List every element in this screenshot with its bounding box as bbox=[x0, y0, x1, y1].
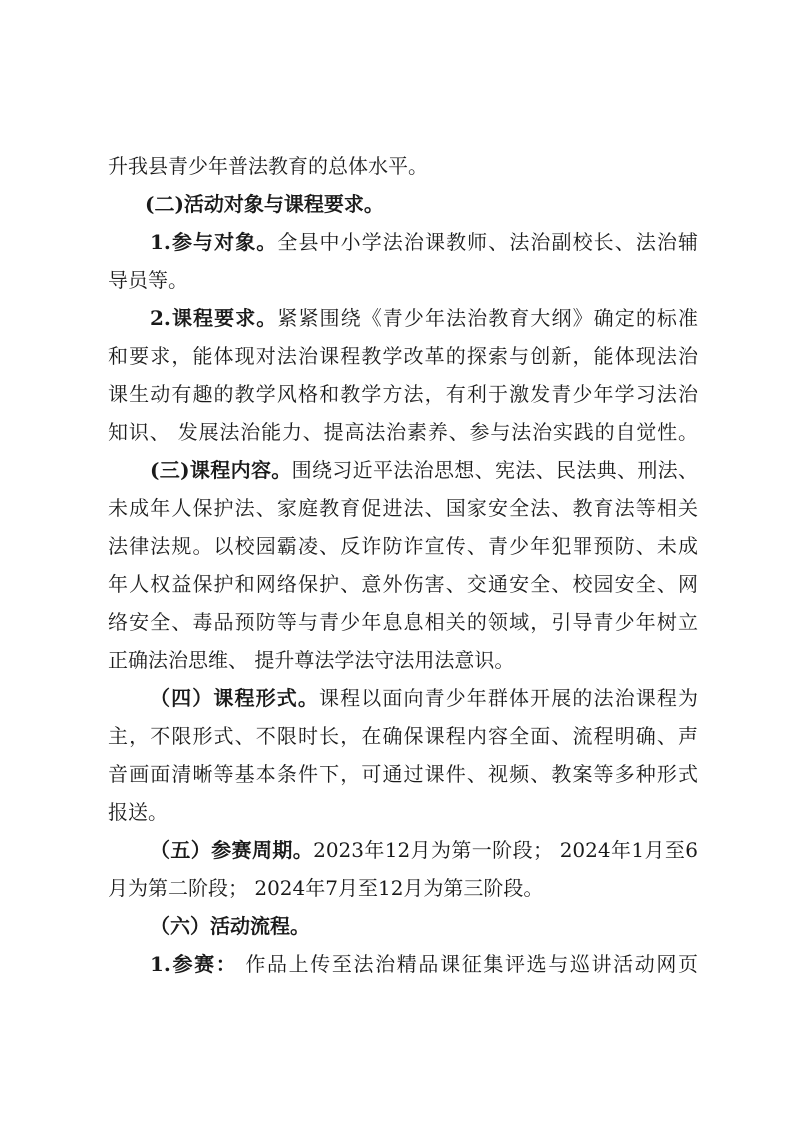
text-run: 知识、 发展法治能力、提高法治素养、参与法治实践的自觉性。 bbox=[108, 420, 698, 444]
text-run: 报送。 bbox=[108, 800, 168, 824]
text-run: 主，不限形式、不限时长，在确保课程内容全面、流程明确、声 bbox=[108, 724, 698, 748]
paragraph-line bbox=[108, 264, 698, 296]
heading-text: (二)活动对象与课程要求。 bbox=[145, 192, 384, 216]
text-run: 正确法治思维、 提升尊法学法守法用法意识。 bbox=[108, 648, 515, 672]
paragraph-line bbox=[108, 644, 698, 676]
heading-text: （四）课程形式。 bbox=[150, 686, 319, 710]
paragraph-line bbox=[108, 378, 698, 410]
item-heading: 1.参赛： bbox=[150, 952, 238, 976]
paragraph-line bbox=[108, 150, 698, 182]
paragraph-line bbox=[108, 568, 698, 600]
item-heading: 1.参与对象。 bbox=[150, 230, 278, 254]
text-run: 全县中小学法治课教师、法治副校长、法治辅 bbox=[277, 230, 698, 254]
text-run: 升我县青少年普法教育的总体水平。 bbox=[108, 154, 428, 178]
text-run: 法律法规。以校园霸凌、反诈防诈宣传、青少年犯罪预防、未成 bbox=[108, 534, 698, 558]
heading-text: （六）活动流程。 bbox=[150, 914, 310, 938]
section-heading-6 bbox=[150, 910, 698, 942]
text-run: 络安全、毒品预防等与青少年息息相关的领域，引导青少年树立 bbox=[108, 610, 698, 634]
section-heading-4 bbox=[150, 682, 698, 714]
text-run: 2023年12月为第一阶段； 2024年1月至6 bbox=[313, 838, 698, 862]
paragraph-line bbox=[108, 758, 698, 790]
section-heading-2 bbox=[145, 188, 698, 220]
paragraph-line bbox=[108, 530, 698, 562]
paragraph-line bbox=[108, 340, 698, 372]
heading-text: (三)课程内容。 bbox=[150, 458, 292, 482]
paragraph-line bbox=[150, 302, 698, 334]
paragraph-line bbox=[108, 872, 698, 904]
paragraph-line bbox=[108, 416, 698, 448]
text-run: 围绕习近平法治思想、宪法、民法典、刑法、 bbox=[291, 458, 698, 482]
section-heading-5 bbox=[150, 834, 698, 866]
text-run: 月为第二阶段； 2024年7月至12月为第三阶段。 bbox=[108, 876, 544, 900]
text-run: 年人权益保护和网络保护、意外伤害、交通安全、校园安全、网 bbox=[108, 572, 698, 596]
text-run: 紧紧围绕《青少年法治教育大纲》确定的标准 bbox=[277, 306, 698, 330]
paragraph-line bbox=[108, 720, 698, 752]
text-run: 导员等。 bbox=[108, 268, 188, 292]
paragraph-line bbox=[108, 492, 698, 524]
paragraph-line bbox=[108, 606, 698, 638]
text-run: 未成年人保护法、家庭教育促进法、国家安全法、教育法等相关 bbox=[108, 496, 698, 520]
item-heading: 2.课程要求。 bbox=[150, 306, 278, 330]
section-heading-3 bbox=[150, 454, 698, 486]
paragraph-line bbox=[108, 796, 698, 828]
paragraph-line bbox=[150, 226, 698, 258]
text-run: 音画面清晰等基本条件下，可通过课件、视频、教案等多种形式 bbox=[108, 762, 698, 786]
text-run: 作品上传至法治精品课征集评选与巡讲活动网页 bbox=[237, 952, 698, 976]
paragraph-line bbox=[150, 948, 698, 980]
text-run: 和要求，能体现对法治课程教学改革的探索与创新，能体现法治 bbox=[108, 344, 698, 368]
text-run: 课生动有趣的教学风格和教学方法，有利于激发青少年学习法治 bbox=[108, 382, 698, 406]
text-run: 课程以面向青少年群体开展的法治课程为 bbox=[318, 686, 698, 710]
heading-text: （五）参赛周期。 bbox=[150, 838, 314, 862]
